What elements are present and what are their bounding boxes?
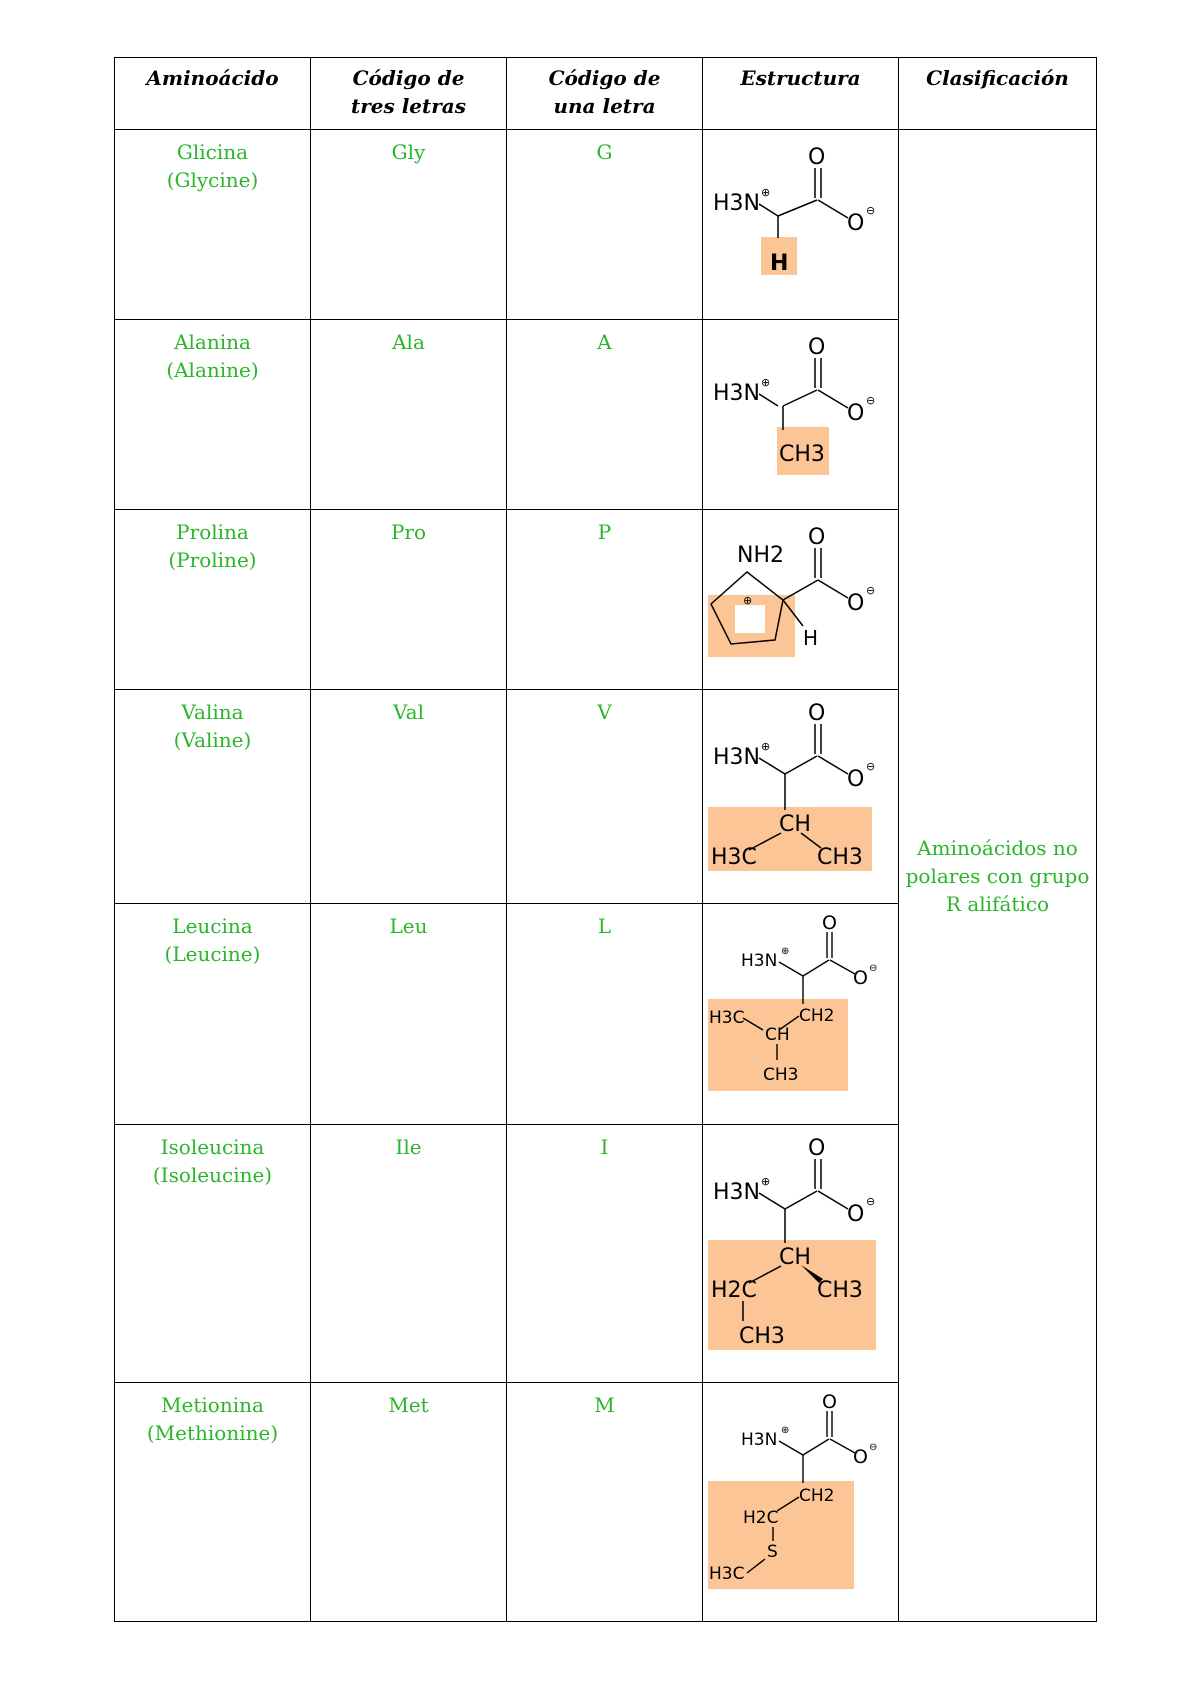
aminoacid-english: (Isoleucine)	[152, 1163, 273, 1187]
svg-text:O: O	[808, 1136, 826, 1161]
aminoacid-name-cell	[115, 320, 311, 510]
aminoacid-name: Valina	[181, 700, 244, 724]
svg-text:O: O	[847, 767, 865, 792]
svg-text:H2C: H2C	[743, 1508, 779, 1528]
aminoacid-name: Prolina	[176, 520, 249, 544]
svg-text:CH: CH	[779, 812, 811, 837]
svg-text:O: O	[808, 335, 826, 360]
header-estructura: Estructura	[703, 58, 899, 130]
svg-text:O: O	[847, 211, 865, 236]
svg-text:CH3: CH3	[817, 845, 863, 870]
structure-glycine	[703, 130, 899, 320]
svg-text:S: S	[767, 1542, 778, 1562]
svg-text:⊖: ⊖	[866, 394, 876, 407]
svg-text:H3N: H3N	[713, 381, 760, 406]
svg-text:H3C: H3C	[709, 1564, 745, 1584]
leucine-structure-image	[703, 904, 899, 1125]
svg-text:H3C: H3C	[709, 1008, 745, 1028]
header-clasificacion: Clasificación	[899, 58, 1097, 130]
aminoacid-english: (Valine)	[173, 728, 252, 752]
svg-text:H: H	[770, 251, 789, 276]
alanine-structure-image	[703, 320, 899, 510]
aminoacid-english: (Proline)	[168, 548, 257, 572]
svg-text:CH: CH	[765, 1025, 790, 1045]
svg-text:⊕: ⊕	[761, 740, 771, 753]
svg-text:O: O	[808, 701, 826, 726]
three-letter-code: Ala	[311, 320, 507, 510]
svg-text:CH: CH	[779, 1245, 811, 1270]
classification-cell: Aminoácidos no polares con grupo R alifático	[899, 130, 1097, 1622]
header-codigo-una: Código de una letra	[507, 58, 703, 130]
one-letter-code: P	[507, 510, 703, 690]
one-letter-code: I	[507, 1125, 703, 1383]
svg-text:O: O	[853, 1446, 868, 1468]
aminoacid-name: Glicina	[176, 140, 249, 164]
three-letter-code: Leu	[311, 904, 507, 1125]
svg-text:CH3: CH3	[763, 1065, 799, 1085]
svg-text:H3N: H3N	[713, 1180, 760, 1205]
valine-structure-image	[703, 690, 899, 904]
svg-text:O: O	[847, 591, 865, 616]
structure-leucine	[703, 904, 899, 1125]
svg-text:⊕: ⊕	[761, 186, 771, 199]
aminoacid-name-cell	[115, 904, 311, 1125]
svg-text:CH3: CH3	[779, 442, 825, 467]
svg-text:NH2: NH2	[737, 543, 784, 568]
svg-text:CH3: CH3	[817, 1278, 863, 1303]
svg-text:⊖: ⊖	[869, 963, 878, 974]
svg-text:O: O	[808, 145, 826, 170]
one-letter-code: V	[507, 690, 703, 904]
structure-proline	[703, 510, 899, 690]
aminoacid-name: Isoleucina	[160, 1135, 265, 1159]
aminoacid-english: (Methionine)	[146, 1421, 279, 1445]
svg-text:CH2: CH2	[799, 1486, 835, 1506]
svg-text:⊕: ⊕	[781, 1425, 790, 1436]
svg-text:O: O	[847, 401, 865, 426]
one-letter-code: A	[507, 320, 703, 510]
svg-text:⊖: ⊖	[869, 1442, 878, 1453]
svg-text:H: H	[803, 626, 819, 650]
aminoacid-english: (Alanine)	[166, 358, 259, 382]
aminoacid-english: (Glycine)	[166, 168, 259, 192]
aminoacid-name-cell	[115, 1125, 311, 1383]
svg-text:H3N: H3N	[741, 951, 778, 971]
svg-text:⊖: ⊖	[866, 760, 876, 773]
three-letter-code: Val	[311, 690, 507, 904]
svg-text:⊕: ⊕	[743, 594, 753, 607]
svg-text:O: O	[822, 912, 837, 934]
aminoacid-name-cell	[115, 510, 311, 690]
structure-alanine	[703, 320, 899, 510]
svg-text:⊕: ⊕	[761, 376, 771, 389]
svg-text:⊖: ⊖	[866, 204, 876, 217]
three-letter-code: Met	[311, 1383, 507, 1622]
proline-structure-image	[703, 510, 899, 690]
header-row	[115, 58, 1097, 130]
three-letter-code: Ile	[311, 1125, 507, 1383]
svg-text:CH2: CH2	[799, 1006, 835, 1026]
glycine-structure-image	[703, 130, 899, 320]
three-letter-code: Gly	[311, 130, 507, 320]
structure-valine	[703, 690, 899, 904]
structure-methionine	[703, 1383, 899, 1622]
header-codigo-tres: Código de tres letras	[311, 58, 507, 130]
amino-acid-table	[114, 57, 1097, 1622]
aminoacid-name-cell	[115, 690, 311, 904]
aminoacid-name: Metionina	[161, 1393, 264, 1417]
aminoacid-english: (Leucine)	[164, 942, 261, 966]
svg-text:⊖: ⊖	[866, 1195, 876, 1208]
methionine-structure-image	[703, 1383, 899, 1622]
table-row	[115, 130, 1097, 320]
header-aminoacido: Aminoácido	[115, 58, 311, 130]
aminoacid-name-cell	[115, 130, 311, 320]
aminoacid-name: Alanina	[174, 330, 251, 354]
svg-text:O: O	[847, 1202, 865, 1227]
svg-text:O: O	[822, 1391, 837, 1413]
svg-text:CH3: CH3	[739, 1324, 785, 1349]
svg-text:⊕: ⊕	[781, 946, 790, 957]
aminoacid-name: Leucina	[172, 914, 253, 938]
structure-isoleucine	[703, 1125, 899, 1383]
svg-text:H2C: H2C	[711, 1278, 757, 1303]
svg-text:H3C: H3C	[711, 845, 757, 870]
one-letter-code: G	[507, 130, 703, 320]
svg-text:⊖: ⊖	[866, 584, 876, 597]
svg-text:H3N: H3N	[713, 191, 760, 216]
one-letter-code: L	[507, 904, 703, 1125]
three-letter-code: Pro	[311, 510, 507, 690]
svg-text:⊕: ⊕	[761, 1175, 771, 1188]
svg-text:H3N: H3N	[741, 1430, 778, 1450]
one-letter-code: M	[507, 1383, 703, 1622]
svg-text:O: O	[808, 525, 826, 550]
isoleucine-structure-image	[703, 1125, 899, 1383]
svg-text:H3N: H3N	[713, 745, 760, 770]
svg-text:O: O	[853, 967, 868, 989]
aminoacid-name-cell	[115, 1383, 311, 1622]
